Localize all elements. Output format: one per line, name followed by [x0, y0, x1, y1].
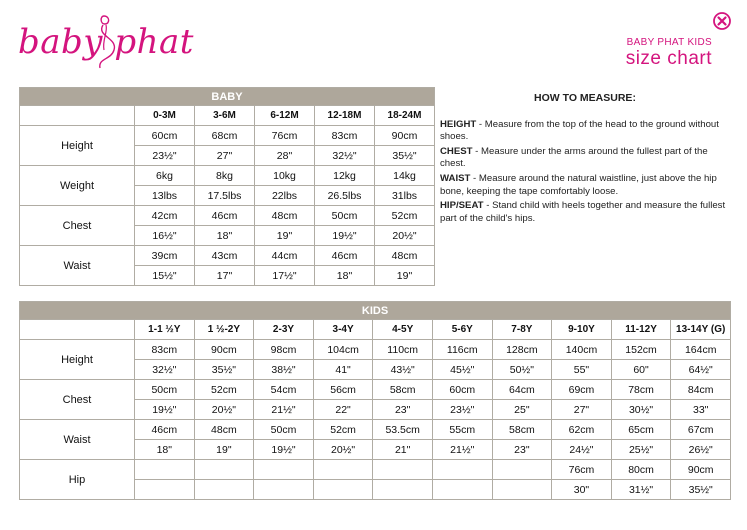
pregnant-figure-icon — [88, 10, 128, 72]
column-header: 18-24M — [375, 106, 435, 126]
table-cell: 52cm — [194, 380, 254, 400]
table-cell: 38½" — [254, 360, 314, 380]
table-cell: 30½" — [611, 400, 671, 420]
column-header: 3-4Y — [313, 320, 373, 340]
logo-text: baby phat — [18, 22, 194, 62]
table-row — [20, 460, 731, 480]
table-cell: 39cm — [135, 246, 195, 266]
table-cell: 55" — [552, 360, 612, 380]
table-cell: 54cm — [254, 380, 314, 400]
kids-section-title: KIDS — [20, 302, 731, 320]
table-cell: 152cm — [611, 340, 671, 360]
measure-text: - Measure from the top of the head to the ground without shoes. — [440, 118, 719, 143]
table-cell: 28" — [255, 146, 315, 166]
table-cell: 35½" — [671, 480, 731, 500]
table-cell: 83cm — [135, 340, 195, 360]
table-cell: 52cm — [375, 206, 435, 226]
table-cell: 84cm — [671, 380, 731, 400]
table-cell — [373, 460, 433, 480]
table-cell: 68cm — [195, 126, 255, 146]
table-cell: 13lbs — [135, 186, 195, 206]
table-cell: 90cm — [194, 340, 254, 360]
table-cell: 8kg — [195, 166, 255, 186]
table-cell: 22" — [313, 400, 373, 420]
table-cell: 41" — [313, 360, 373, 380]
table-cell: 65cm — [611, 420, 671, 440]
table-cell: 55cm — [432, 420, 492, 440]
table-row — [20, 420, 731, 440]
table-cell: 116cm — [432, 340, 492, 360]
table-cell: 30" — [552, 480, 612, 500]
empty-header-cell — [20, 106, 135, 126]
table-cell: 18" — [315, 266, 375, 286]
table-cell — [254, 460, 314, 480]
baby-section-title: BABY — [20, 88, 435, 106]
table-cell — [254, 480, 314, 500]
table-cell: 50cm — [254, 420, 314, 440]
column-header: 3-6M — [195, 106, 255, 126]
row-label: Waist — [20, 246, 135, 286]
table-cell: 90cm — [671, 460, 731, 480]
baby-size-table — [19, 87, 435, 286]
row-label: Weight — [20, 166, 135, 206]
measure-item-waist — [440, 173, 730, 198]
table-cell — [135, 480, 195, 500]
brand-logo — [18, 10, 208, 72]
table-row — [20, 246, 435, 266]
table-cell: 21" — [373, 440, 433, 460]
column-header: 1 ½-2Y — [194, 320, 254, 340]
table-cell — [194, 460, 254, 480]
table-cell: 43cm — [195, 246, 255, 266]
table-cell: 35½" — [375, 146, 435, 166]
table-cell — [373, 480, 433, 500]
column-header: 2-3Y — [254, 320, 314, 340]
table-cell: 23" — [373, 400, 433, 420]
table-cell: 14kg — [375, 166, 435, 186]
table-cell: 53.5cm — [373, 420, 433, 440]
table-cell: 110cm — [373, 340, 433, 360]
table-cell: 21½" — [432, 440, 492, 460]
baby-header-row — [20, 106, 435, 126]
table-cell: 35½" — [194, 360, 254, 380]
table-cell: 60cm — [432, 380, 492, 400]
table-cell: 46cm — [195, 206, 255, 226]
table-cell: 20½" — [375, 226, 435, 246]
empty-header-cell — [20, 320, 135, 340]
table-cell: 27" — [552, 400, 612, 420]
table-cell: 18" — [195, 226, 255, 246]
table-cell: 76cm — [552, 460, 612, 480]
table-cell: 128cm — [492, 340, 552, 360]
measure-text: - Measure under the arms around the fullest part of the chest. — [440, 145, 708, 170]
table-cell: 50cm — [315, 206, 375, 226]
table-cell: 64½" — [671, 360, 731, 380]
table-cell: 56cm — [313, 380, 373, 400]
table-cell — [194, 480, 254, 500]
table-cell: 104cm — [313, 340, 373, 360]
table-cell: 17½" — [255, 266, 315, 286]
table-cell: 27" — [195, 146, 255, 166]
measure-item-height — [440, 119, 730, 144]
table-cell: 12kg — [315, 166, 375, 186]
table-cell — [135, 460, 195, 480]
table-cell: 25" — [492, 400, 552, 420]
table-row — [20, 206, 435, 226]
column-header: 6-12M — [255, 106, 315, 126]
table-cell: 44cm — [255, 246, 315, 266]
table-cell: 15½" — [135, 266, 195, 286]
measure-term: WAIST — [440, 172, 471, 184]
table-cell: 19" — [194, 440, 254, 460]
table-cell: 22lbs — [255, 186, 315, 206]
column-header: 0-3M — [135, 106, 195, 126]
table-cell: 80cm — [611, 460, 671, 480]
close-icon[interactable] — [713, 12, 731, 30]
table-cell: 48cm — [375, 246, 435, 266]
table-cell: 45½" — [432, 360, 492, 380]
table-cell: 17.5lbs — [195, 186, 255, 206]
table-cell: 19½" — [135, 400, 195, 420]
table-cell: 19½" — [254, 440, 314, 460]
table-cell: 20½" — [194, 400, 254, 420]
page-title: size chart — [625, 48, 712, 69]
table-cell: 46cm — [135, 420, 195, 440]
column-header: 7-8Y — [492, 320, 552, 340]
table-cell: 58cm — [492, 420, 552, 440]
table-cell: 164cm — [671, 340, 731, 360]
table-cell: 140cm — [552, 340, 612, 360]
table-cell: 21½" — [254, 400, 314, 420]
table-cell — [432, 460, 492, 480]
table-cell — [432, 480, 492, 500]
table-cell: 50½" — [492, 360, 552, 380]
table-cell: 26½" — [671, 440, 731, 460]
table-cell: 69cm — [552, 380, 612, 400]
table-cell: 60cm — [135, 126, 195, 146]
measure-term: HEIGHT — [440, 118, 477, 130]
measure-text: - Measure around the natural waistline, just above the hip bone, keeping the tape comfortably loose. — [440, 172, 717, 197]
table-cell: 83cm — [315, 126, 375, 146]
table-row — [20, 380, 731, 400]
table-cell: 76cm — [255, 126, 315, 146]
table-row — [20, 126, 435, 146]
table-cell — [313, 480, 373, 500]
table-cell: 23½" — [135, 146, 195, 166]
table-cell: 78cm — [611, 380, 671, 400]
table-cell: 32½" — [315, 146, 375, 166]
table-cell: 48cm — [255, 206, 315, 226]
how-to-measure-panel — [440, 92, 730, 227]
measure-item-chest — [440, 146, 730, 171]
table-cell: 25½" — [611, 440, 671, 460]
table-cell: 19" — [255, 226, 315, 246]
table-cell: 17" — [195, 266, 255, 286]
column-header: 4-5Y — [373, 320, 433, 340]
row-label: Chest — [20, 206, 135, 246]
table-row — [20, 166, 435, 186]
table-cell: 20½" — [313, 440, 373, 460]
table-cell: 31lbs — [375, 186, 435, 206]
kids-size-table — [19, 301, 731, 500]
column-header: 9-10Y — [552, 320, 612, 340]
table-cell: 64cm — [492, 380, 552, 400]
column-header: 12-18M — [315, 106, 375, 126]
measure-term: CHEST — [440, 145, 473, 157]
table-cell: 67cm — [671, 420, 731, 440]
table-cell: 23" — [492, 440, 552, 460]
brand-subtitle: BABY PHAT KIDS — [626, 37, 712, 48]
table-cell: 58cm — [373, 380, 433, 400]
column-header: 13-14Y (G) — [671, 320, 731, 340]
row-label: Height — [20, 126, 135, 166]
column-header: 1-1 ½Y — [135, 320, 195, 340]
table-row — [20, 340, 731, 360]
table-cell: 18" — [135, 440, 195, 460]
page-heading — [626, 37, 712, 68]
table-cell: 32½" — [135, 360, 195, 380]
table-cell — [313, 460, 373, 480]
table-cell: 31½" — [611, 480, 671, 500]
how-to-measure-title: HOW TO MEASURE: — [534, 92, 636, 104]
table-cell: 33" — [671, 400, 731, 420]
table-cell: 98cm — [254, 340, 314, 360]
column-header: 11-12Y — [611, 320, 671, 340]
table-cell: 24½" — [552, 440, 612, 460]
table-cell: 10kg — [255, 166, 315, 186]
table-cell: 19½" — [315, 226, 375, 246]
row-label: Waist — [20, 420, 135, 460]
table-cell: 46cm — [315, 246, 375, 266]
kids-header-row — [20, 320, 731, 340]
table-cell: 6kg — [135, 166, 195, 186]
table-cell: 62cm — [552, 420, 612, 440]
table-cell: 60" — [611, 360, 671, 380]
column-header: 5-6Y — [432, 320, 492, 340]
table-cell: 48cm — [194, 420, 254, 440]
table-cell: 19" — [375, 266, 435, 286]
table-cell — [492, 460, 552, 480]
measure-text: - Stand child with heels together and measure the fullest part of the child's hips. — [440, 200, 726, 224]
table-cell: 23½" — [432, 400, 492, 420]
row-label: Chest — [20, 380, 135, 420]
table-cell: 16½" — [135, 226, 195, 246]
row-label: Height — [20, 340, 135, 380]
table-cell: 42cm — [135, 206, 195, 226]
table-cell: 26.5lbs — [315, 186, 375, 206]
table-cell: 50cm — [135, 380, 195, 400]
measure-item-hip — [440, 200, 730, 225]
table-cell: 52cm — [313, 420, 373, 440]
table-cell: 43½" — [373, 360, 433, 380]
table-cell: 90cm — [375, 126, 435, 146]
measure-term: HIP/SEAT — [440, 200, 484, 212]
table-cell — [492, 480, 552, 500]
row-label: Hip — [20, 460, 135, 500]
